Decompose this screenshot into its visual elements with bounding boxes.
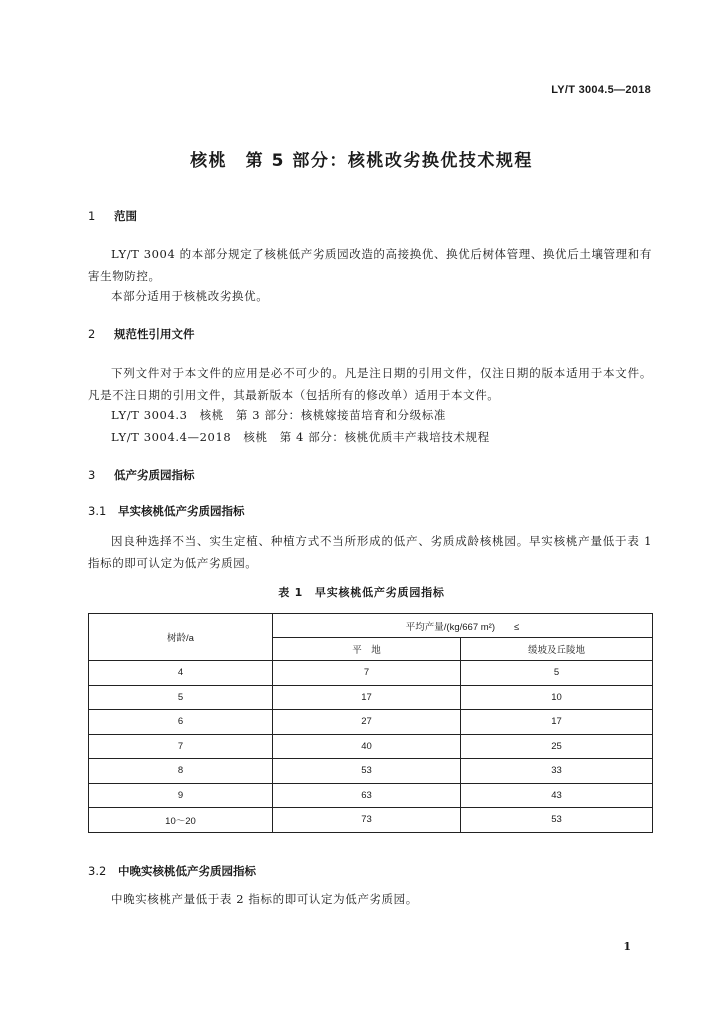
standard-code: LY/T 3004.5—2018 [551, 84, 651, 96]
cell-flat-land-yield: 27 [273, 710, 461, 735]
column-header-tree-age: 树龄/a [89, 614, 273, 661]
section-2-number: 2 [88, 327, 96, 341]
table-row [89, 783, 653, 808]
cell-flat-land-yield: 63 [273, 783, 461, 808]
cell-tree-age: 4 [89, 661, 273, 686]
table-1 [88, 613, 653, 833]
document-title: 核桃 第 5 部分：核桃改劣换优技术规程 [190, 151, 533, 171]
normative-reference-2: LY/T 3004.4—2018 核桃 第 4 部分：核桃优质丰产栽培技术规程 [111, 430, 490, 444]
column-header-flat-land: 平 地 [273, 638, 461, 661]
table-row [89, 808, 653, 833]
section-2-heading [88, 326, 195, 342]
section-1-heading [88, 208, 137, 224]
section-1-number: 1 [88, 209, 96, 223]
table-row [89, 759, 653, 784]
cell-slope-yield: 5 [461, 661, 653, 686]
column-header-average-yield: 平均产量/(kg/667 m²) ≤ [273, 614, 653, 638]
table-row [89, 710, 653, 735]
section-3-2-paragraph: 中晚实核桃产量低于表 2 指标的即可认定为低产劣质园。 [111, 892, 418, 906]
section-3-heading [88, 467, 195, 483]
cell-slope-yield: 17 [461, 710, 653, 735]
cell-tree-age: 8 [89, 759, 273, 784]
cell-tree-age: 9 [89, 783, 273, 808]
cell-flat-land-yield: 17 [273, 685, 461, 710]
section-3-2-number: 3.2 [88, 864, 107, 878]
cell-flat-land-yield: 40 [273, 734, 461, 759]
section-3-1-number: 3.1 [88, 504, 107, 518]
table-row [89, 661, 653, 686]
cell-flat-land-yield: 53 [273, 759, 461, 784]
cell-flat-land-yield: 7 [273, 661, 461, 686]
section-1-title: 范围 [114, 209, 137, 223]
table-row [89, 734, 653, 759]
table-1-caption: 表 1 早实核桃低产劣质园指标 [278, 586, 445, 599]
cell-tree-age: 6 [89, 710, 273, 735]
cell-tree-age: 7 [89, 734, 273, 759]
section-3-number: 3 [88, 468, 96, 482]
section-1-paragraph-1: LY/T 3004 的本部分规定了核桃低产劣质园改造的高接换优、换优后树体管理、换优后土壤管理和有害生物防控。 [88, 247, 652, 283]
section-2-title: 规范性引用文件 [114, 327, 195, 341]
page-number: 1 [623, 940, 631, 953]
column-header-slope-hilly-land: 缓坡及丘陵地 [461, 638, 653, 661]
cell-slope-yield: 10 [461, 685, 653, 710]
table-row [89, 685, 653, 710]
section-3-2-title: 中晚实核桃低产劣质园指标 [118, 864, 256, 878]
section-2-paragraph-1: 下列文件对于本文件的应用是必不可少的。凡是注日期的引用文件，仅注日期的版本适用于本文件。凡是不注日期的引用文件，其最新版本（包括所有的修改单）适用于本文件。 [88, 366, 652, 402]
section-3-title: 低产劣质园指标 [114, 468, 195, 482]
normative-reference-1: LY/T 3004.3 核桃 第 3 部分：核桃嫁接苗培育和分级标准 [111, 408, 446, 422]
section-3-1-paragraph: 因良种选择不当、实生定植、种植方式不当所形成的低产、劣质成龄核桃园。早实核桃产量低于表 1 指标的即可认定为低产劣质园。 [88, 534, 652, 570]
section-3-1-heading [88, 503, 245, 519]
cell-tree-age: 10～20 [89, 808, 273, 833]
cell-flat-land-yield: 73 [273, 808, 461, 833]
cell-tree-age: 5 [89, 685, 273, 710]
cell-slope-yield: 53 [461, 808, 653, 833]
cell-slope-yield: 25 [461, 734, 653, 759]
section-1-paragraph-2: 本部分适用于核桃改劣换优。 [111, 289, 269, 303]
cell-slope-yield: 33 [461, 759, 653, 784]
section-3-1-title: 早实核桃低产劣质园指标 [118, 504, 245, 518]
cell-slope-yield: 43 [461, 783, 653, 808]
section-3-2-heading [88, 863, 256, 879]
